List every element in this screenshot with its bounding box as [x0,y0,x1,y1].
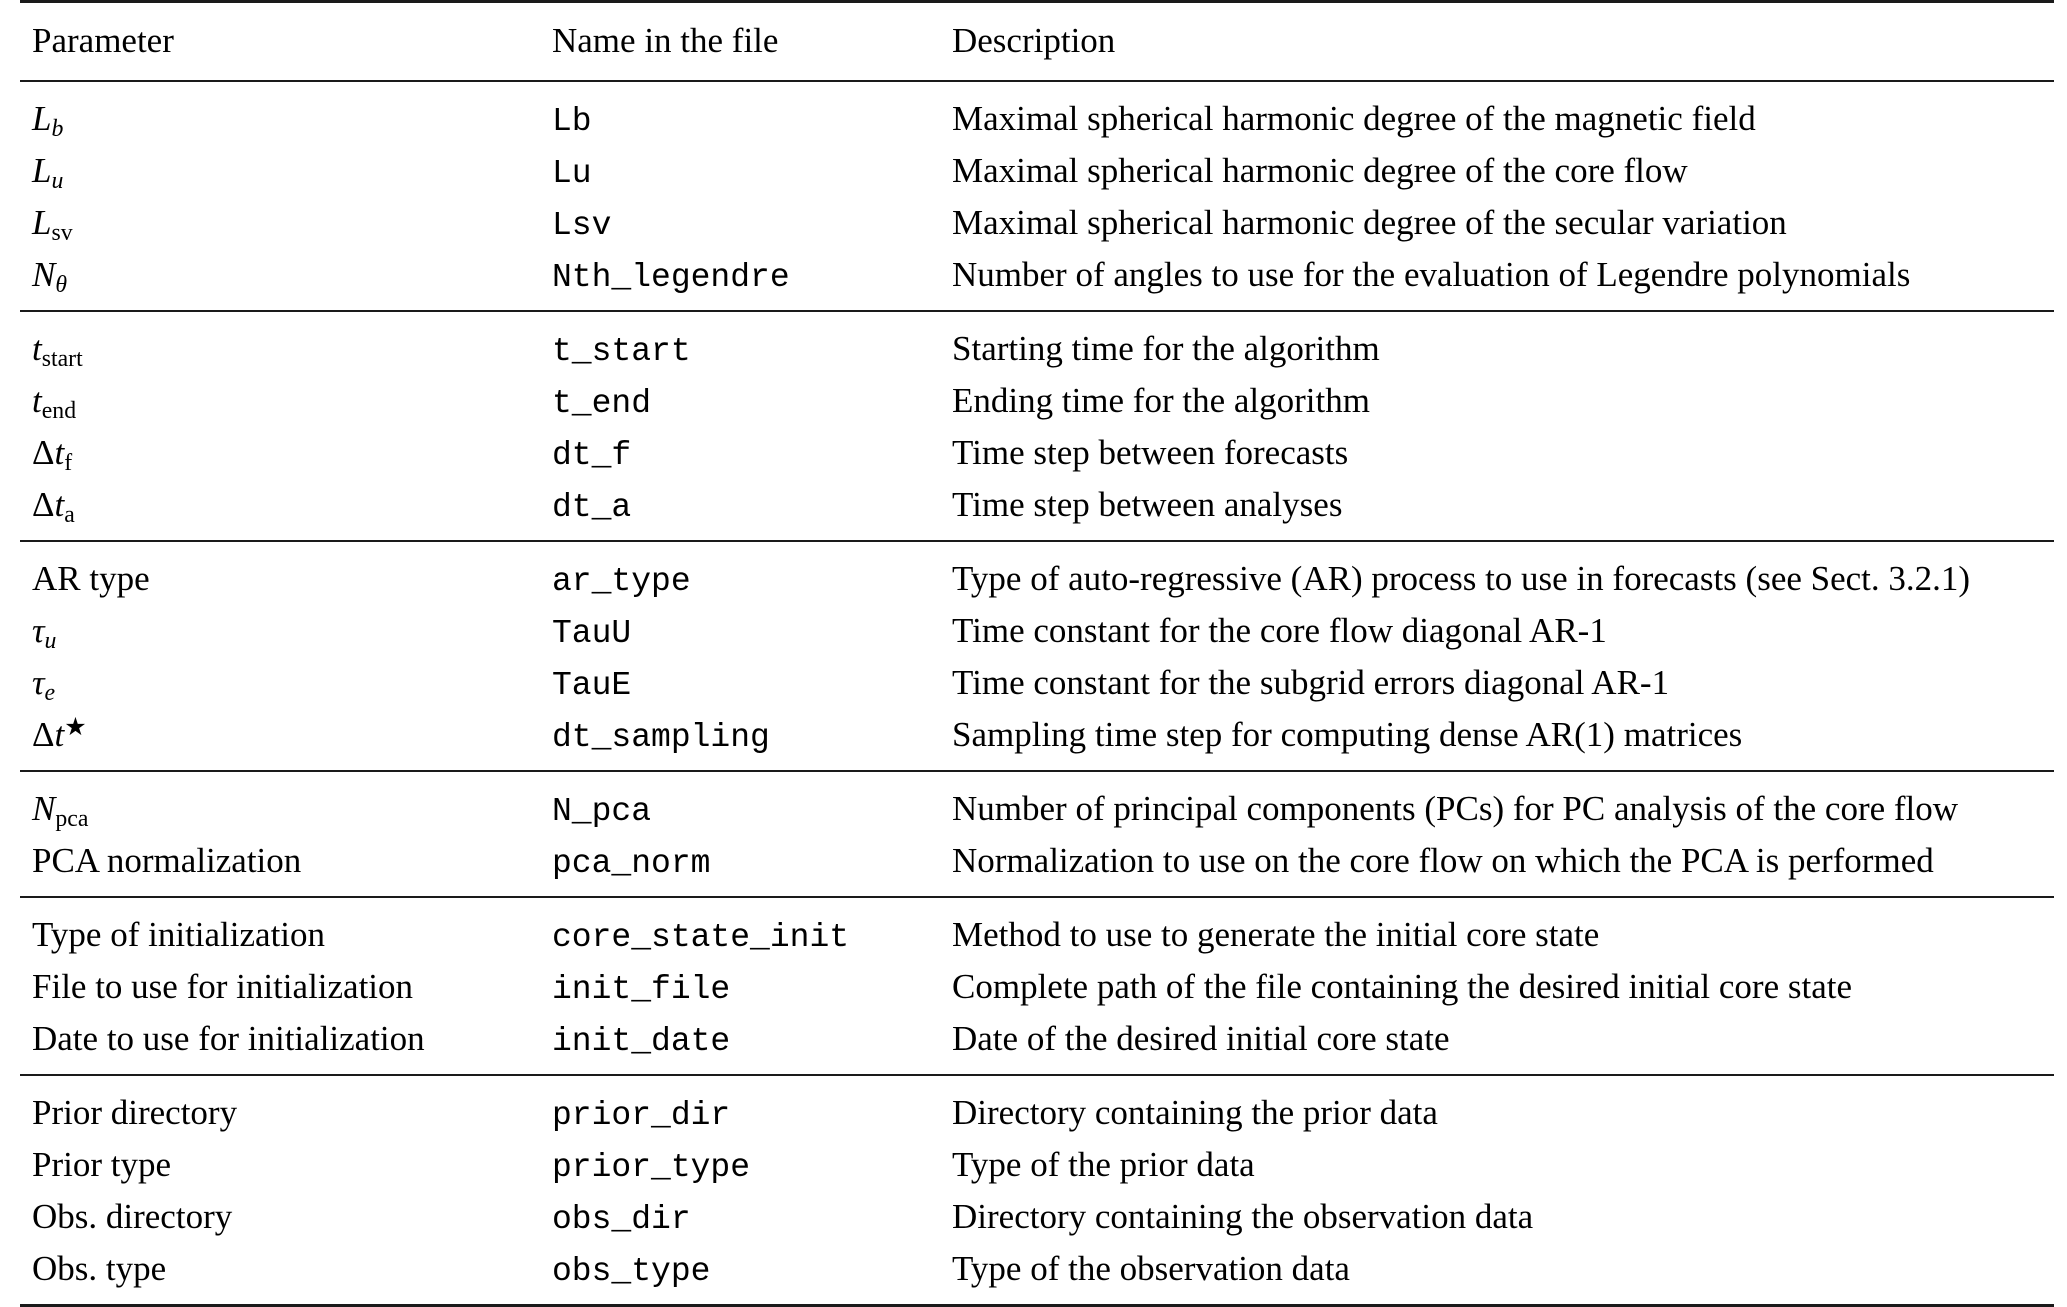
cell-parameter [20,375,540,427]
cell-parameter [20,1013,540,1065]
parameter-base: N [32,255,55,294]
cell-name-in-file: ar_type [540,553,940,605]
parameter-base: t [55,433,65,472]
parameter-base: t [55,485,65,524]
parameter-symbol: Prior type [32,1145,171,1184]
parameter-subscript: start [42,346,83,372]
parameter-symbol [32,255,67,294]
parameter-symbol: File to use for initialization [32,967,413,1006]
cell-description: Directory containing the observation data [940,1191,2054,1243]
parameter-subscript: u [45,628,57,654]
column-header-description: Description [940,3,2054,81]
parameter-subscript: end [42,398,76,424]
cell-name-in-file: Nth_legendre [540,249,940,301]
parameter-symbol [32,611,56,650]
cell-description: Method to use to generate the initial core state [940,909,2054,961]
row-spacer [20,1065,2054,1075]
cell-parameter [20,1139,540,1191]
cell-parameter [20,249,540,301]
parameter-symbol: Date to use for initialization [32,1019,425,1058]
cell-description: Ending time for the algorithm [940,375,2054,427]
row-spacer [20,1076,2054,1087]
cell-name-in-file: TauU [540,605,940,657]
cell-name-in-file: init_date [540,1013,940,1065]
cell-name-in-file: t_start [540,323,940,375]
parameter-symbol [32,663,55,702]
table-row [20,1191,2054,1243]
cell-description: Directory containing the prior data [940,1087,2054,1139]
parameter-symbol [32,381,76,420]
cell-name-in-file: obs_dir [540,1191,940,1243]
cell-parameter [20,93,540,145]
cell-name-in-file: Lsv [540,197,940,249]
table-row [20,427,2054,479]
parameter-prefix: Δ [32,715,55,754]
table-row [20,145,2054,197]
cell-parameter [20,605,540,657]
cell-description: Type of auto-regressive (AR) process to use in forecasts (see Sect. 3.2.1) [940,553,2054,605]
parameter-subscript: e [45,680,56,706]
cell-name-in-file: dt_a [540,479,940,531]
parameter-symbol [32,151,63,190]
cell-parameter [20,909,540,961]
table-row [20,553,2054,605]
table-row [20,835,2054,887]
cell-description: Number of principal components (PCs) for PC analysis of the core flow [940,783,2054,835]
cell-parameter [20,427,540,479]
cell-description: Normalization to use on the core flow on which the PCA is performed [940,835,2054,887]
row-spacer [20,887,2054,897]
cell-parameter [20,323,540,375]
parameter-symbol [32,99,63,138]
parameter-symbol [32,789,88,828]
row-spacer [20,82,2054,93]
parameter-symbol [32,329,83,368]
cell-description: Time constant for the core flow diagonal AR-1 [940,605,2054,657]
table-row [20,249,2054,301]
cell-description: Time constant for the subgrid errors diagonal AR-1 [940,657,2054,709]
column-header-parameter: Parameter [20,3,540,81]
parameter-symbol: Prior directory [32,1093,237,1132]
cell-name-in-file: Lu [540,145,940,197]
table-row [20,1243,2054,1295]
parameter-subscript: sv [51,220,72,246]
table-header-row [20,3,2054,81]
cell-name-in-file: prior_type [540,1139,940,1191]
row-spacer [20,542,2054,553]
table-row [20,961,2054,1013]
cell-name-in-file: Lb [540,93,940,145]
cell-description: Type of the prior data [940,1139,2054,1191]
table-row [20,197,2054,249]
parameter-base: t [32,381,42,420]
cell-name-in-file: N_pca [540,783,940,835]
parameter-symbol: Obs. type [32,1249,166,1288]
cell-description: Number of angles to use for the evaluation of Legendre polynomials [940,249,2054,301]
cell-parameter [20,961,540,1013]
row-spacer [20,301,2054,311]
parameter-symbol [32,485,75,524]
parameter-superscript: ★ [64,714,87,741]
cell-parameter [20,197,540,249]
cell-description: Complete path of the file containing the desired initial core state [940,961,2054,1013]
table-row [20,323,2054,375]
parameter-base: N [32,789,55,828]
cell-description: Maximal spherical harmonic degree of the secular variation [940,197,2054,249]
cell-parameter [20,553,540,605]
cell-parameter [20,1243,540,1295]
parameter-base: L [32,203,51,242]
parameter-subscript: f [64,450,72,476]
table-row [20,1013,2054,1065]
parameter-subscript: b [51,116,63,142]
cell-name-in-file: init_file [540,961,940,1013]
parameter-prefix: Δ [32,433,55,472]
row-spacer [20,312,2054,323]
cell-parameter [20,1087,540,1139]
cell-parameter [20,145,540,197]
cell-description: Time step between forecasts [940,427,2054,479]
cell-name-in-file: core_state_init [540,909,940,961]
table-row [20,1087,2054,1139]
cell-description: Maximal spherical harmonic degree of the magnetic field [940,93,2054,145]
parameter-base: τ [32,663,45,702]
table-row [20,93,2054,145]
cell-parameter [20,709,540,761]
parameter-prefix: Δ [32,485,55,524]
cell-description: Date of the desired initial core state [940,1013,2054,1065]
cell-description: Type of the observation data [940,1243,2054,1295]
cell-description: Time step between analyses [940,479,2054,531]
parameter-subscript: θ [55,272,67,298]
table-row [20,1139,2054,1191]
parameter-symbol [32,715,87,754]
parameter-base: L [32,99,51,138]
cell-name-in-file: TauE [540,657,940,709]
cell-parameter [20,783,540,835]
cell-parameter [20,1191,540,1243]
row-spacer [20,1295,2054,1306]
table-row [20,605,2054,657]
cell-parameter [20,479,540,531]
cell-name-in-file: pca_norm [540,835,940,887]
table-row [20,909,2054,961]
cell-name-in-file: t_end [540,375,940,427]
cell-name-in-file: dt_f [540,427,940,479]
row-spacer [20,772,2054,783]
parameter-subscript: a [64,502,75,528]
parameter-symbol [32,433,72,472]
row-spacer [20,761,2054,771]
parameter-base: τ [32,611,45,650]
table-row [20,657,2054,709]
row-spacer [20,531,2054,541]
parameter-subscript: pca [55,806,88,832]
parameter-subscript: u [51,168,63,194]
table-row [20,479,2054,531]
parameter-symbol: Obs. directory [32,1197,232,1236]
parameter-symbol [32,203,73,242]
cell-name-in-file: dt_sampling [540,709,940,761]
table-row [20,783,2054,835]
table-row [20,709,2054,761]
parameter-symbol: Type of initialization [32,915,325,954]
parameter-base: L [32,151,51,190]
cell-parameter [20,657,540,709]
cell-name-in-file: obs_type [540,1243,940,1295]
cell-description: Maximal spherical harmonic degree of the core flow [940,145,2054,197]
cell-description: Sampling time step for computing dense AR(1) matrices [940,709,2054,761]
parameter-symbol: AR type [32,559,150,598]
table-row [20,375,2054,427]
cell-parameter [20,835,540,887]
cell-description: Starting time for the algorithm [940,323,2054,375]
parameter-base: t [32,329,42,368]
parameter-symbol: PCA normalization [32,841,301,880]
row-spacer [20,898,2054,909]
column-header-name-in-file: Name in the file [540,3,940,81]
parameter-base: t [55,715,65,754]
parameter-table [20,0,2054,1307]
cell-name-in-file: prior_dir [540,1087,940,1139]
